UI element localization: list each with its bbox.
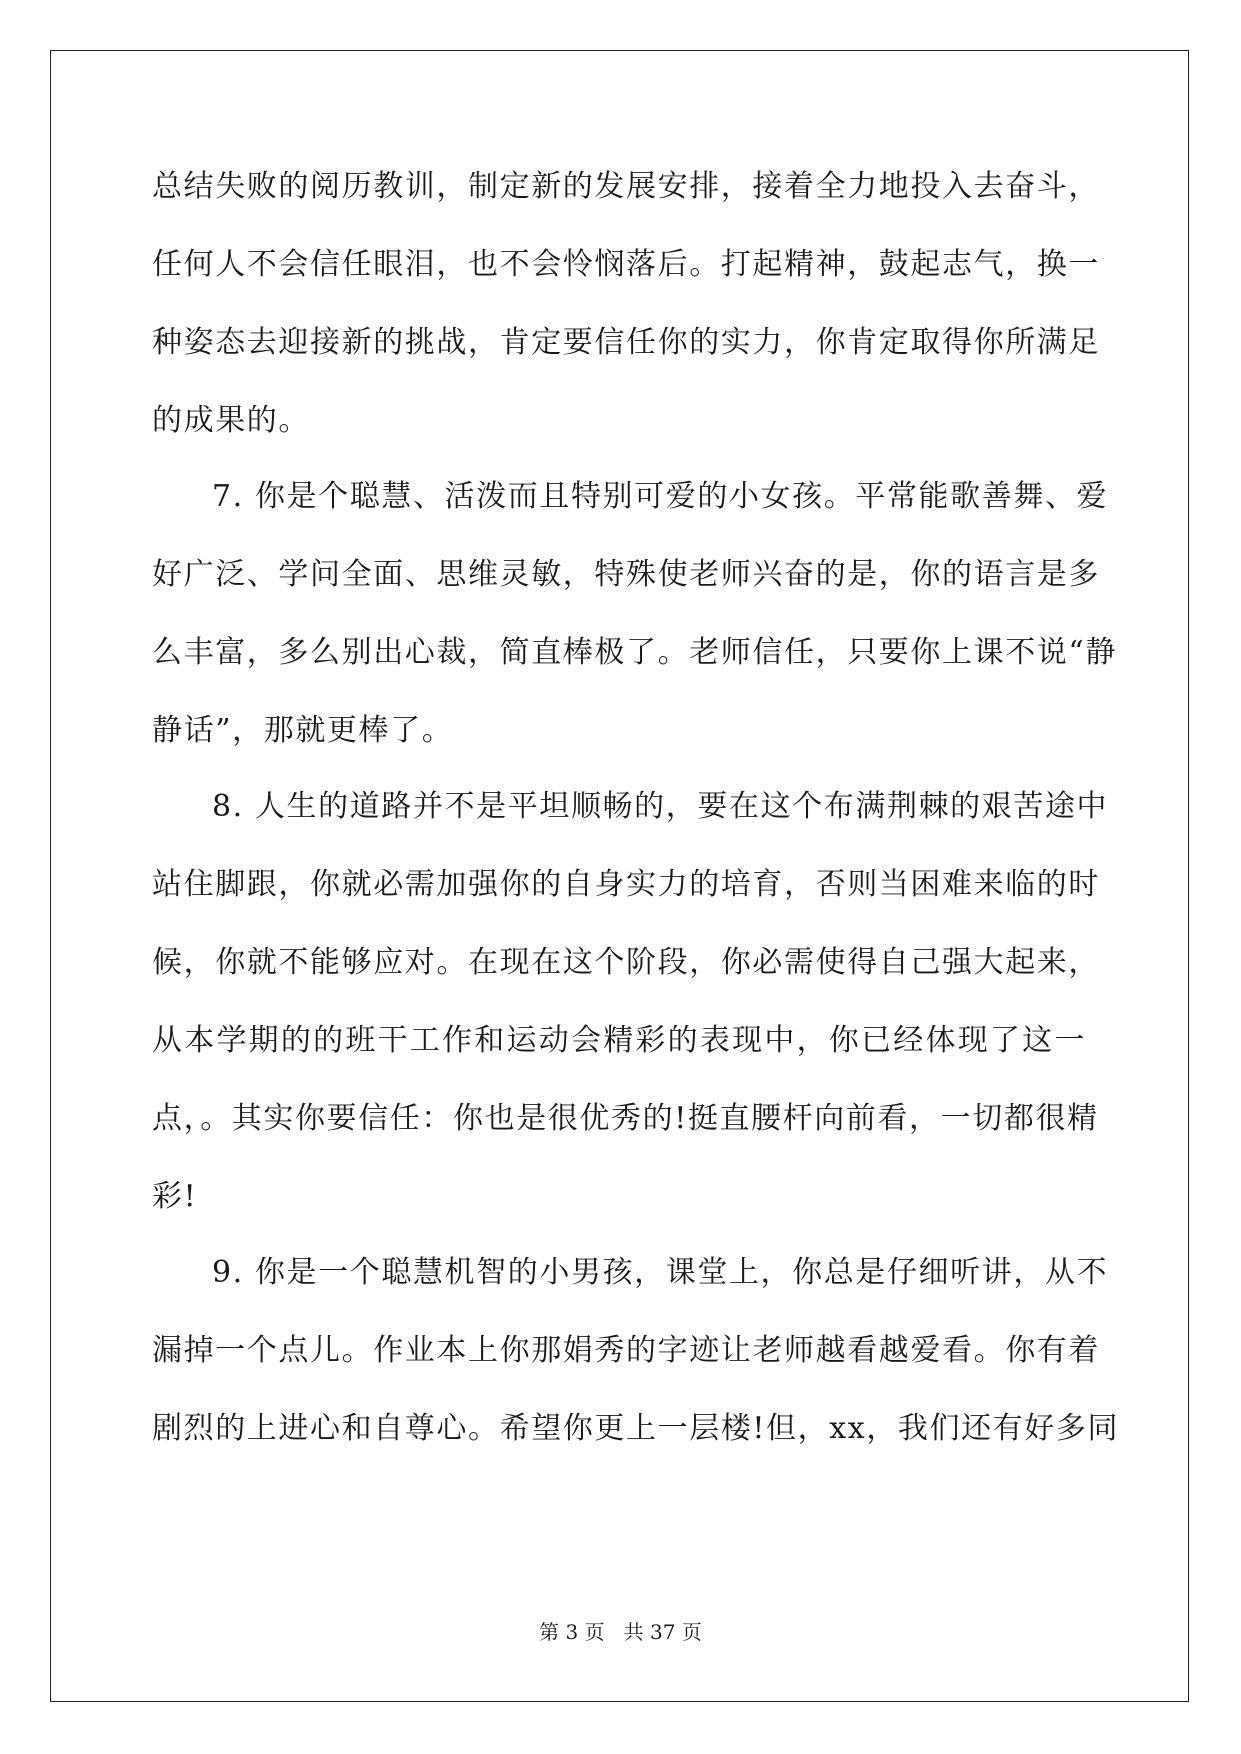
body-text-line: 好广泛、学问全面、思维灵敏，特殊使老师兴奋的是，你的语言是多 <box>152 557 1100 592</box>
page-footer <box>0 1620 1241 1644</box>
body-text-line: 候，你就不能够应对。在现在这个阶段，你必需使得自己强大起来， <box>152 945 1100 980</box>
body-text-line: 种姿态去迎接新的挑战，肯定要信任你的实力，你肯定取得你所满足 <box>152 325 1100 360</box>
body-text-line: 么丰富，多么别出心裁，简直棒极了。老师信任，只要你上课不说“静 <box>152 635 1117 670</box>
body-text-line: 从本学期的的班干工作和运动会精彩的表现中，你已经体现了这一 <box>152 1023 1086 1058</box>
body-text-line: 8. 人生的道路并不是平坦顺畅的，要在这个布满荆棘的艰苦途中 <box>212 789 1109 824</box>
page-number: 第 3 页 <box>539 1620 605 1644</box>
body-text-line: 剧烈的上进心和自尊心。希望你更上一层楼!但，xx，我们还有好多同 <box>152 1411 1120 1446</box>
page-total: 共 37 页 <box>623 1620 702 1644</box>
body-text-line: 任何人不会信任眼泪，也不会怜悯落后。打起精神，鼓起志气，换一 <box>152 247 1100 282</box>
body-text-line: 静话”，那就更棒了。 <box>152 713 454 748</box>
body-text-line: 彩! <box>152 1179 198 1214</box>
body-text-line: 总结失败的阅历教训，制定新的发展安排，接着全力地投入去奋斗， <box>152 169 1100 204</box>
body-text-line: 9. 你是一个聪慧机智的小男孩，课堂上，你总是仔细听讲，从不 <box>212 1255 1109 1290</box>
body-text-line: 7. 你是个聪慧、活泼而且特别可爱的小女孩。平常能歌善舞、爱 <box>212 479 1109 514</box>
body-text-line: 的成果的。 <box>152 403 310 438</box>
body-text-line: 站住脚跟，你就必需加强你的自身实力的培育，否则当困难来临的时 <box>152 867 1100 902</box>
body-text-line: 点，。其实你要信任：你也是很优秀的!挺直腰杆向前看，一切都很精 <box>152 1101 1099 1136</box>
body-text-line: 漏掉一个点儿。作业本上你那娟秀的字迹让老师越看越爱看。你有着 <box>152 1333 1100 1368</box>
